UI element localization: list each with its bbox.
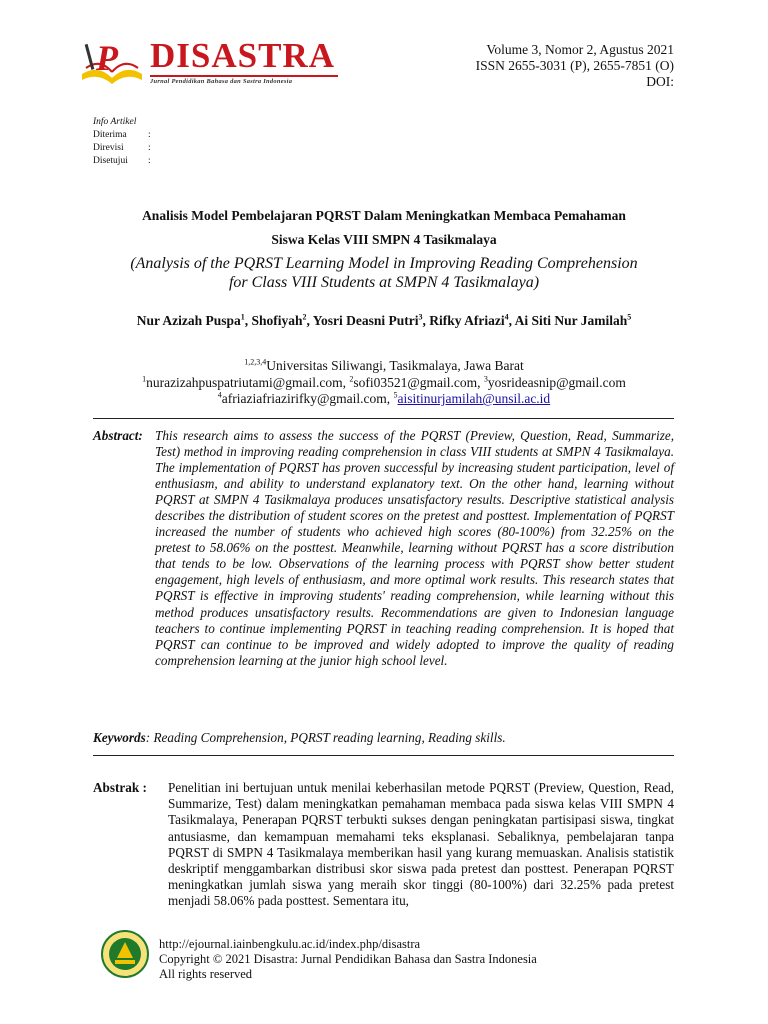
author-name: Ai Siti Nur Jamilah	[514, 313, 628, 328]
abstract-heading: Abstract:	[93, 428, 143, 443]
affiliation-sup: 1,2,3,4	[244, 357, 267, 367]
info-row-approved	[93, 155, 151, 168]
affiliation-block	[40, 358, 728, 408]
email-sup: 5	[393, 390, 398, 400]
email-link[interactable]: sofi03521@gmail.com	[353, 374, 478, 390]
title-id-line-1: Analisis Model Pembelajaran PQRST Dalam Meningkatkan Membaca Pemahaman	[142, 208, 626, 223]
author-sup: 4	[504, 312, 509, 322]
issn-line: ISSN 2655-3031 (P), 2655-7851 (O)	[475, 58, 674, 73]
author-sup: 5	[627, 312, 632, 322]
email-link[interactable]: nurazizahpuspatriutami@gmail.com	[146, 374, 343, 390]
journal-meta	[476, 42, 674, 90]
email-sup: 1	[142, 374, 147, 383]
info-artikel-title: Info Artikel	[93, 117, 137, 127]
abstract-body: This research aims to assess the success of the PQRST (Preview, Question, Read, Summarize, Test) method in improving reading comprehension in class VIII students at SMPN 4 Tasikmalaya. The implementation of PQRST has proven successful by increasing student participation, level of enthusiasm, and ability to understand explanatory text. On the other hand, learning without PQRST at SMPN 4 Tasikmalaya produces unsatisfactory results. Descriptive statistical analysis describes the distribution of student scores on the pretest and posttest. Implementation of PQRST increased the number of students who achieved high scores (80-100%) from 32.25% on the pretest to 58.06% on the posttest. Meanwhile, learning without PQRST has a score distribution that tends to be low. Observations of the learning process with PQRST show better student engagement, high levels of enthusiasm, and more optimal work results. This research states that PQRST is effective in improving students' reading comprehension, while learning without this method produces unsatisfactory results. Recommendations are given to Indonesian language teachers to continue implementing PQRST in teaching reading comprehension. It is hoped that PQRST can continue to be improved and widely adopted to improve the quality of reading comprehension learning at the junior high school level.	[155, 428, 674, 668]
university-seal-icon	[101, 930, 149, 978]
author-name: Shofiyah	[251, 313, 303, 328]
doi-line: DOI:	[646, 74, 674, 89]
author-list: Nur Azizah Puspa$^1$, Shofiyah$^2$, Yosri Deasni Putri$^3$, Rifky Afriazi$^4$, Ai Siti Nur Jamilah$^5$	[136, 312, 632, 328]
info-sep: :	[148, 143, 151, 153]
emails-line-1: $^1$nurazizahpuspatriutami@gmail.com, $^2$sofi03521@gmail.com, $^3$yosrideasnip@gmail.com	[142, 374, 626, 390]
divider-bottom	[93, 755, 674, 756]
page-footer	[159, 937, 537, 982]
email-sup: 2	[349, 374, 354, 383]
article-title-en	[60, 254, 708, 292]
footer-rights: All rights reserved	[159, 967, 253, 981]
info-sep: :	[148, 156, 151, 166]
footer-copyright: Copyright © 2021 Disastra: Jurnal Pendidikan Bahasa dan Sastra Indonesia	[159, 952, 537, 966]
info-label: Direvisi	[93, 143, 124, 153]
keywords	[93, 730, 674, 746]
journal-logo	[78, 34, 340, 92]
author-sup: 3	[418, 312, 423, 322]
info-label: Disetujui	[93, 156, 128, 166]
logo-subtitle: Jurnal Pendidikan Bahasa dan Sastra Indonesia	[150, 78, 293, 85]
info-artikel	[93, 116, 151, 168]
logo-wordmark: DISASTRA	[150, 36, 336, 75]
author-sup: 2	[302, 312, 307, 322]
info-row-revised	[93, 142, 151, 155]
email-sup: 4	[217, 390, 222, 400]
info-label: Diterima	[93, 130, 127, 140]
emails-line-2: $^4$afriaziafriazirifky@gmail.com, $^5$aisitinurjamilah@unsil.ac.id	[217, 390, 551, 406]
keywords-heading: Keywords	[93, 730, 146, 745]
title-en-line-1: (Analysis of the PQRST Learning Model in Improving Reading Comprehension	[130, 255, 638, 272]
email-link[interactable]: aisitinurjamilah@unsil.ac.id	[397, 391, 551, 406]
svg-text:P: P	[96, 38, 118, 78]
author-name: Nur Azizah Puspa	[136, 313, 241, 328]
book-logo-icon	[78, 34, 150, 90]
abstrak-id	[93, 780, 674, 910]
email-link[interactable]: afriaziafriazirifky@gmail.com	[221, 391, 387, 406]
abstrak-heading: Abstrak :	[93, 780, 147, 795]
affiliation-text: Universitas Siliwangi, Tasikmalaya, Jawa Barat	[266, 358, 524, 373]
email-sup: 3	[483, 374, 488, 383]
title-id-line-2: Siswa Kelas VIII SMPN 4 Tasikmalaya	[271, 232, 497, 247]
info-sep: :	[148, 130, 151, 140]
author-name: Yosri Deasni Putri	[312, 313, 419, 328]
affiliation-line	[40, 358, 728, 375]
author-name: Rifky Afriazi	[429, 313, 505, 328]
volume-line: Volume 3, Nomor 2, Agustus 2021	[486, 42, 674, 57]
title-en-line-2: for Class VIII Students at SMPN 4 Tasikmalaya)	[228, 274, 540, 291]
keywords-text: : Reading Comprehension, PQRST reading learning, Reading skills.	[145, 730, 506, 745]
footer-url[interactable]: http://ejournal.iainbengkulu.ac.id/index.php/disastra	[159, 937, 421, 951]
author-sup: 1	[240, 312, 245, 322]
info-row-received	[93, 129, 151, 142]
abstract-en	[93, 428, 674, 669]
divider-top	[93, 418, 674, 419]
article-title-id	[60, 204, 708, 252]
email-link[interactable]: yosrideasnip@gmail.com	[487, 374, 626, 390]
logo-underline	[150, 75, 338, 77]
abstrak-body: Penelitian ini bertujuan untuk menilai keberhasilan metode PQRST (Preview, Question, Read, Summarize, Test) dalam meningkatkan pemahaman membaca pada siswa kelas VIII SMPN 4 Tasikmalaya, Penerapan PQRST terbukti sukses dengan peningkatan partisipasi siswa, tingkat antusiasme, dan kemampuan memahami teks eksplanasi. Sebaliknya, pembelajaran tanpa PQRST di SMPN 4 Tasikmalaya memberikan hasil yang kurang memuaskan. Analisis statistik deskriptif menggambarkan distribusi skor siswa pada pretest dan posttest. Penerapan PQRST meningkatkan jumlah siswa yang meraih skor tinggi (80-100%) dari 32.25% pada pretest menjadi 58.06% pada posttest. Sementara itu,	[168, 780, 674, 909]
